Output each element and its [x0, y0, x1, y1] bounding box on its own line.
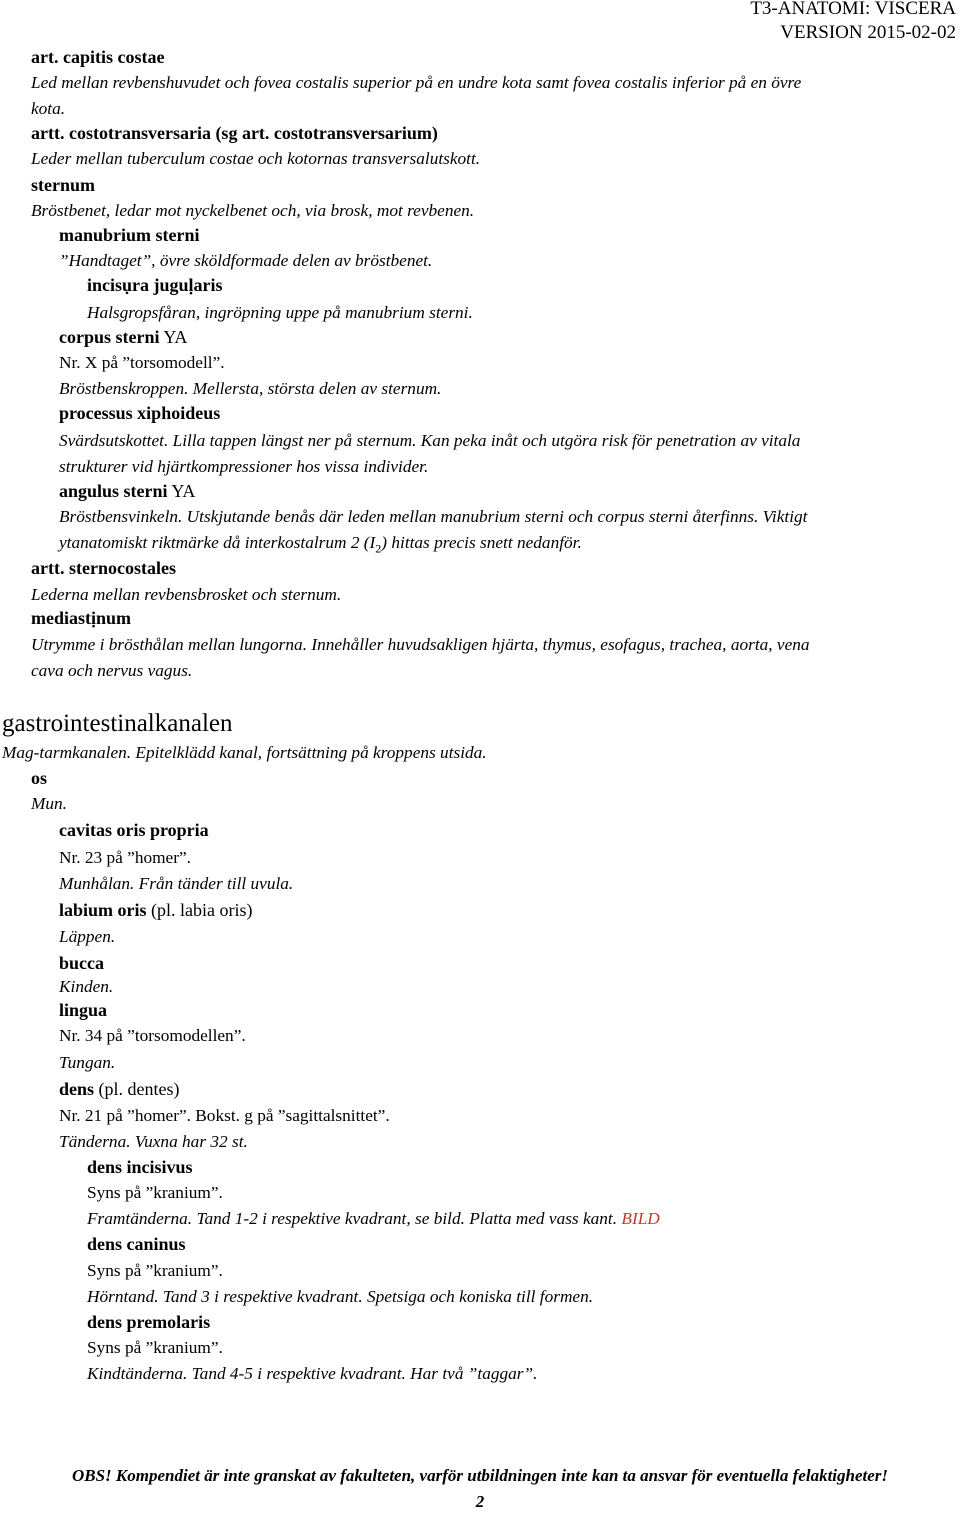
subscript: 2 [375, 541, 382, 556]
model-reference [59, 350, 960, 376]
term-heading [59, 950, 960, 976]
reference-text: Nr. 21 på ”homer”. Bokst. g på ”sagittalsnittet”. [59, 1106, 390, 1125]
term-heading [31, 172, 960, 198]
term-heading [87, 272, 960, 298]
term-heading [31, 605, 960, 631]
term-heading [59, 478, 960, 504]
reference-text: Nr. 34 på ”torsomodellen”. [59, 1026, 246, 1045]
term-label: dens premolaris [87, 1312, 211, 1332]
description-text: Bröstbensvinkeln. Utskjutande benås där leden mellan manubrium sterni och corpus sterni återfinns. Viktigt [59, 507, 808, 526]
term-description [31, 658, 960, 684]
term-heading [87, 1309, 960, 1335]
term-suffix: (pl. labia oris) [146, 900, 253, 920]
term-description [59, 871, 960, 897]
term-heading [59, 997, 960, 1023]
term-label: sternum [31, 175, 95, 195]
description-text: Bröstbenet, ledar mot nyckelbenet och, via brosk, mot revbenen. [31, 201, 475, 220]
term-heading [31, 120, 960, 146]
footer-notice: OBS! Kompendiet är inte granskat av fakulteten, varför utbildningen inte kan ta ansvar för eventuella felaktigheter! [71, 1466, 889, 1485]
term-label: labium oris [59, 900, 147, 920]
description-text: ”Handtaget”, övre sköldformade delen av bröstbenet. [59, 251, 433, 270]
model-reference [87, 1180, 960, 1206]
term-description [2, 740, 960, 766]
term-label: artt. costotransversaria (sg art. costotransversarium) [31, 123, 438, 143]
term-heading [59, 1076, 960, 1102]
term-label: angulus sterni [59, 481, 168, 501]
term-label: cavitas oris propria [59, 820, 209, 840]
term-heading [31, 765, 960, 791]
term-label: bucca [59, 953, 104, 973]
term-suffix: YA [167, 481, 196, 501]
description-text: cava och nervus vagus. [31, 661, 193, 680]
description-text: Munhålan. Från tänder till uvula. [59, 874, 294, 893]
description-text: strukturer vid hjärtkompressioner hos vissa individer. [59, 457, 429, 476]
page-number: 2 [475, 1492, 485, 1511]
reference-text: Syns på ”kranium”. [87, 1261, 223, 1280]
term-suffix: (pl. dentes) [94, 1079, 180, 1099]
term-description [31, 146, 960, 172]
term-label: corpus sterni [59, 327, 160, 347]
term-label: dens caninus [87, 1234, 186, 1254]
term-description [59, 1050, 960, 1076]
term-description [59, 248, 960, 274]
term-description [31, 96, 960, 122]
description-text: Led mellan revbenshuvudet och fovea costalis superior på en undre kota samt fovea costalis inferior på en övre [31, 73, 802, 92]
term-label: art. capitis costae [31, 47, 165, 67]
description-text: Mun. [31, 794, 67, 813]
description-text: Leder mellan tuberculum costae och kotornas transversalutskott. [31, 149, 481, 168]
description-text: Svärdsutskottet. Lilla tappen längst ner på sternum. Kan peka inåt och utgöra risk för penetration av vitala [59, 431, 801, 450]
term-heading [87, 1231, 960, 1257]
term-description [31, 791, 960, 817]
model-reference [87, 1258, 960, 1284]
term-heading [59, 817, 960, 843]
term-description [31, 70, 960, 96]
description-text: Mag-tarmkanalen. Epitelklädd kanal, fortsättning på kroppens utsida. [2, 743, 487, 762]
reference-text: Syns på ”kranium”. [87, 1338, 223, 1357]
page-header [750, 0, 956, 45]
term-label: manubrium sterni [59, 225, 200, 245]
term-heading [31, 44, 960, 70]
term-label: lingua [59, 1000, 108, 1020]
term-label: mediastịnum [31, 608, 132, 628]
description-text: kota. [31, 99, 66, 118]
section-heading [2, 708, 960, 740]
term-description [87, 1361, 960, 1387]
reference-text: Nr. X på ”torsomodell”. [59, 353, 225, 372]
term-description [59, 504, 960, 530]
term-label: incisụra juguḷaris [87, 275, 223, 295]
term-label: dens [59, 1079, 95, 1099]
term-label: os [31, 768, 48, 788]
term-description [59, 428, 960, 454]
description-text: ytanatomiskt riktmärke då interkostalrum 2 (I [59, 533, 376, 552]
image-placeholder-tag: BILD [617, 1209, 660, 1228]
term-description [31, 198, 960, 224]
description-text: Kinden. [59, 977, 114, 996]
description-text: Halsgropsfåran, ingröpning uppe på manubrium sterni. [87, 303, 473, 322]
term-description [31, 632, 960, 658]
model-reference [59, 845, 960, 871]
term-description [59, 454, 960, 480]
description-text: Utrymme i brösthålan mellan lungorna. Innehåller huvudsakligen hjärta, thymus, esofagus, trachea, aorta, vena [31, 635, 810, 654]
term-description [59, 924, 960, 950]
description-text: Hörntand. Tand 3 i respektive kvadrant. Spetsiga och koniska till formen. [87, 1287, 594, 1306]
term-label: dens incisivus [87, 1157, 193, 1177]
description-text: Lederna mellan revbensbrosket och sternum. [31, 585, 342, 604]
header-version: VERSION 2015-02-02 [780, 22, 956, 43]
term-heading [59, 324, 960, 350]
term-heading [59, 897, 960, 923]
model-reference [87, 1335, 960, 1361]
term-description [87, 1284, 960, 1310]
header-title: T3-ANATOMI: VISCERA [750, 0, 956, 19]
model-reference [59, 1103, 960, 1129]
description-text: Tänderna. Vuxna har 32 st. [59, 1132, 248, 1151]
term-description [59, 376, 960, 402]
term-heading [87, 1154, 960, 1180]
term-description [87, 300, 960, 326]
term-suffix: YA [159, 327, 188, 347]
term-label: processus xiphoideus [59, 403, 221, 423]
description-tail: ) hittas precis snett nedanför. [381, 533, 582, 552]
reference-text: Nr. 23 på ”homer”. [59, 848, 191, 867]
description-text: Bröstbenskroppen. Mellersta, största delen av sternum. [59, 379, 442, 398]
term-description [59, 1129, 960, 1155]
description-text: Tungan. [59, 1053, 116, 1072]
term-heading [31, 555, 960, 581]
description-text: Kindtänderna. Tand 4-5 i respektive kvadrant. Har två ”taggar”. [87, 1364, 538, 1383]
term-heading [59, 400, 960, 426]
reference-text: Syns på ”kranium”. [87, 1183, 223, 1202]
term-description [87, 1206, 960, 1232]
section-title: gastrointestinalkanalen [2, 710, 233, 737]
description-text: Framtänderna. Tand 1-2 i respektive kvadrant, se bild. Platta med vass kant. [87, 1209, 618, 1228]
term-heading [59, 222, 960, 248]
model-reference [59, 1023, 960, 1049]
term-label: artt. sternocostales [31, 558, 176, 578]
description-text: Läppen. [59, 927, 116, 946]
